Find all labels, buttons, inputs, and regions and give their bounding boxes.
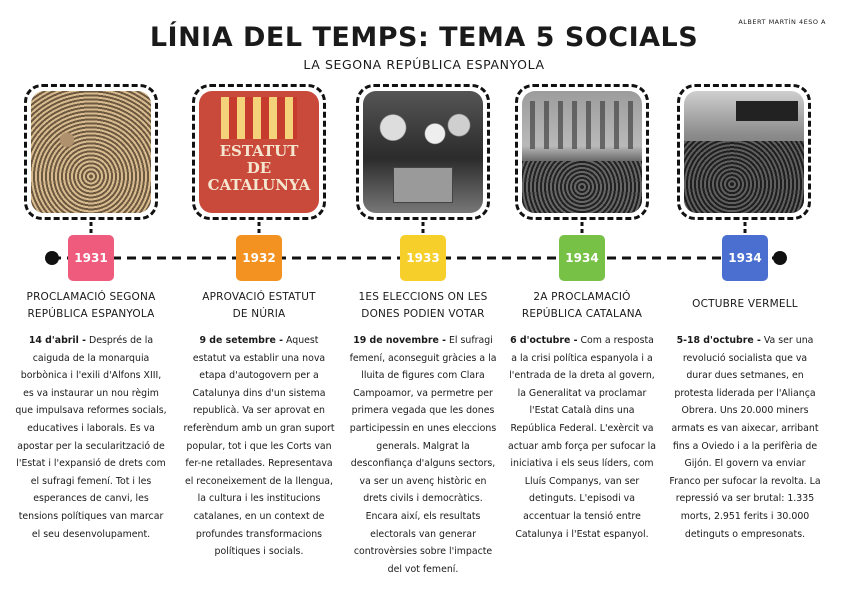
generalitat-image — [522, 91, 642, 213]
event-title-line: 2A PROCLAMACIÓ — [533, 291, 631, 303]
event-text: Va ser una revolució socialista que va durar dues setmanes, en protesta liderada per l'Aliança Obrera. Uns 20.000 miners armats es van aixecar, arribant fins a Oviedo i a la perifèria de Gijón. El govern va enviar Franco per sufocar la revolta. La repressió va ser brutal: 1.335 morts, 2.951 ferits i 30.000 detinguts o empresonats. — [669, 335, 821, 540]
senyera-shield — [221, 97, 297, 139]
event-date: 5-18 d'octubre - — [676, 335, 761, 346]
poster-line-1: ESTATUT — [219, 142, 299, 160]
miners-crowd-image — [684, 91, 804, 213]
event-body-1934b — [669, 332, 821, 543]
event-title-line: REPÚBLICA ESPANYOLA — [27, 308, 155, 320]
event-body-1932 — [183, 332, 335, 561]
building-facade — [530, 101, 634, 149]
event-title-1934a — [505, 289, 659, 323]
event-text: El sufragi femení, aconseguit gràcies a la lluita de figures com Clara Campoamor, va permetre per primera vegada que les dones participessin en unes eleccions generals. Malgrat la desconfiança d'alguns sectors, va ser un avenç històric en drets civils i democràtics. Encara així, els resultats electorals van generar controvèrsies sobre l'impacte del vot femení. — [349, 335, 497, 575]
photo-1934-generalitat — [515, 84, 649, 220]
author-label: ALBERT MARTÍN 4ESO A — [738, 18, 826, 26]
square-crowd — [522, 161, 642, 213]
event-title-1933 — [346, 289, 500, 323]
year-marker-1931: 1931 — [68, 235, 114, 281]
event-body-1933 — [347, 332, 499, 578]
year-marker-1934b: 1934 — [722, 235, 768, 281]
miners-crowd — [684, 141, 804, 213]
event-date: 9 de setembre - — [199, 335, 284, 346]
protest-banner — [736, 101, 798, 121]
event-title-line: PROCLAMACIÓ SEGONA — [26, 291, 156, 303]
year-marker-1934a: 1934 — [559, 235, 605, 281]
poster-lettering — [203, 143, 315, 194]
crowd-image — [31, 91, 151, 213]
ballot-box — [393, 167, 453, 203]
photo-1932-estatut-poster — [192, 84, 326, 220]
photo-1934-octubre-vermell — [677, 84, 811, 220]
event-text: Com a resposta a la crisi política espanyola i a l'entrada de la dreta al govern, la Generalitat va proclamar l'Estat Català dins una República Federal. L'exèrcit va actuar amb força per sufocar la iniciativa i els seus líders, com Lluís Companys, van ser detinguts. L'episodi va accentuar la tensió entre Catalunya i l'Estat espanyol. — [508, 335, 656, 540]
event-text: Aquest estatut va establir una nova etapa d'autogovern per a Catalunya dins d'un sistema republicà. Va ser aprovat en referèndum amb un gran suport popular, tot i que les Corts van fer-ne retallades. Representava el reconeixement de la llengua, la cultura i les institucions catalanes, en un context de profundes transformacions polítiques i socials. — [183, 335, 335, 558]
event-date: 14 d'abril - — [28, 335, 86, 346]
year-marker-1932: 1932 — [236, 235, 282, 281]
event-title-line: APROVACIÓ ESTATUT — [202, 291, 316, 303]
event-title-line: REPÚBLICA CATALANA — [521, 308, 643, 320]
event-date: 6 d'octubre - — [510, 335, 578, 346]
event-body-1931 — [15, 332, 167, 543]
year-marker-1933: 1933 — [400, 235, 446, 281]
event-title-line: DONES PODIEN VOTAR — [361, 308, 485, 320]
estatut-poster-image — [199, 91, 319, 213]
event-title-line: OCTUBRE VERMELL — [692, 298, 798, 310]
timeline-end-dot — [773, 251, 787, 265]
event-title-1934b — [668, 289, 822, 313]
photo-1931-crowd — [24, 84, 158, 220]
poster-line-2: DE — [246, 159, 272, 177]
event-title-1931 — [14, 289, 168, 323]
event-title-line: 1ES ELECCIONS ON LES — [358, 291, 488, 303]
page-subtitle: LA SEGONA REPÚBLICA ESPANYOLA — [303, 57, 545, 72]
event-text: Després de la caiguda de la monarquia borbònica i l'exili d'Alfons XIII, es va instaurar un nou règim que impulsava reformes socials, educatives i laborals. Es va apostar per la secularització de l'Estat i l'expansió de drets com el sufragi femení. Tot i les esperances de canvi, les tensions polítiques van marcar el seu desenvolupament. — [15, 335, 167, 540]
poster-line-3: CATALUNYA — [207, 176, 311, 194]
timeline-start-dot — [45, 251, 59, 265]
event-date: 19 de novembre - — [353, 335, 447, 346]
photo-1933-women-voting — [356, 84, 490, 220]
event-title-line: DE NÚRIA — [232, 308, 286, 320]
page-title: LÍNIA DEL TEMPS: TEMA 5 SOCIALS — [149, 22, 699, 53]
event-title-1932 — [182, 289, 336, 323]
women-voting-image — [363, 91, 483, 213]
event-body-1934a — [506, 332, 658, 543]
